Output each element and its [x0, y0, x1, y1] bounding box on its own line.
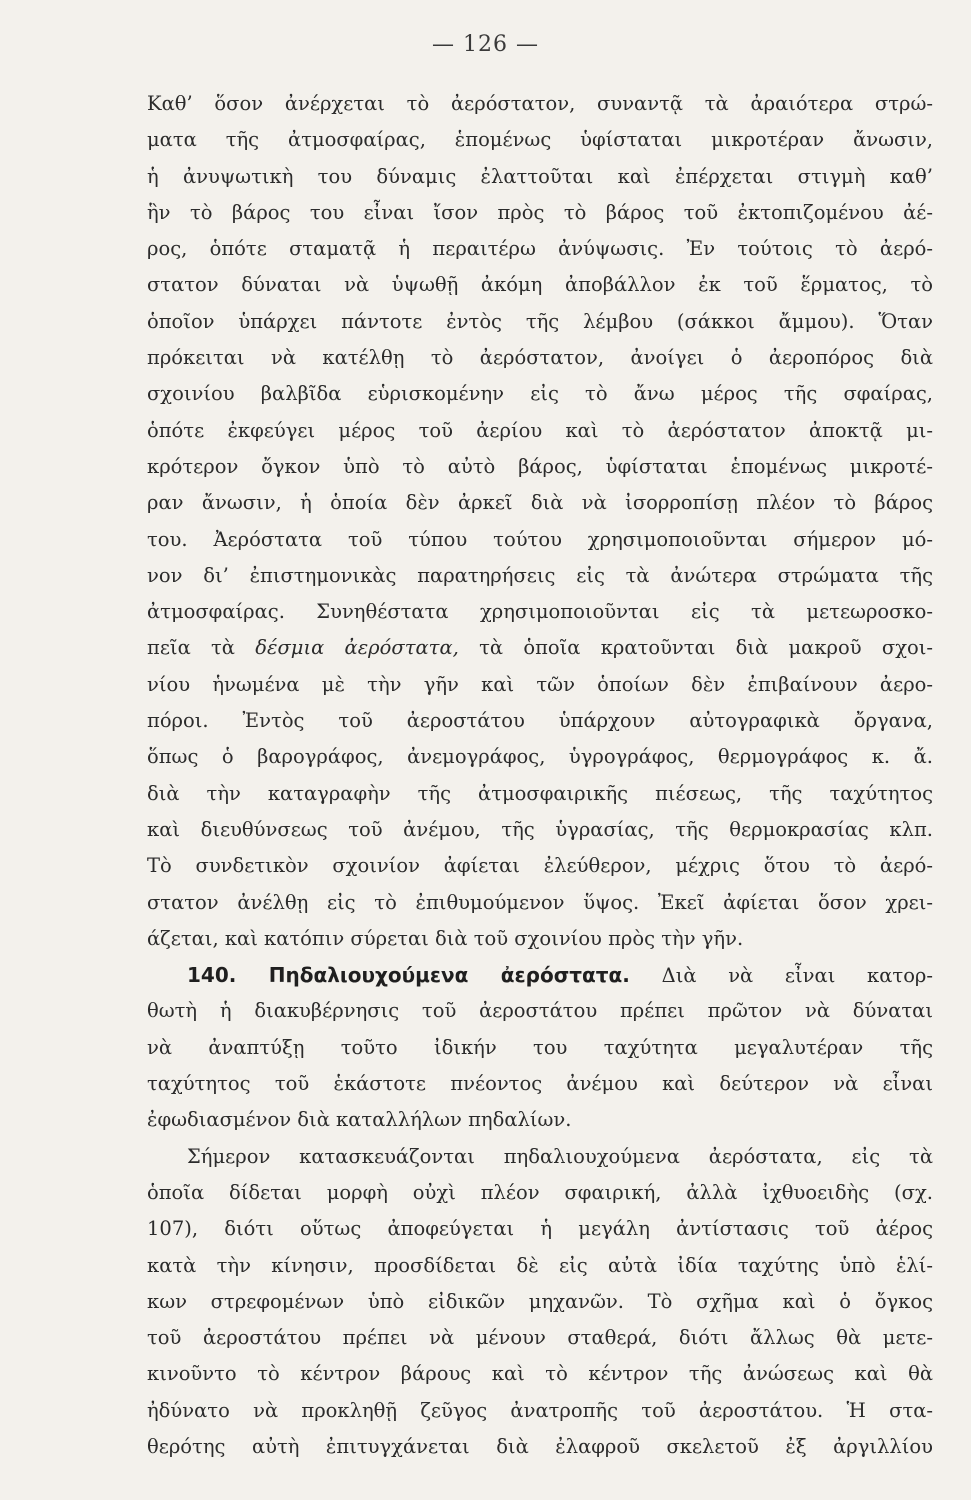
- text-line: ραν ἄνωσιν, ἡ ὁποία δὲν ἀρκεῖ διὰ νὰ ἰσορροπίσῃ πλέον τὸ βάρος: [147, 491, 933, 515]
- text-line: ἡ ἀνυψωτικὴ του δύναμις ἐλαττοῦται καὶ ἐπέρχεται στιγμὴ καθ’: [147, 164, 933, 188]
- text-line: Καθ’ ὅσον ἀνέρχεται τὸ ἀερόστατον, συναντᾷ τὰ ἀραιότερα στρώ-: [147, 92, 933, 115]
- text-line: στατον ἀνέλθῃ εἰς τὸ ἐπιθυμούμενον ὕψος. Ἐκεῖ ἀφίεται ὅσον χρει-: [147, 890, 933, 914]
- text-line: νὰ ἀναπτύξῃ τοῦτο ἰδικήν του ταχύτητα μεγαλυτέραν τῆς: [147, 1035, 933, 1059]
- text-fragment: Διὰ νὰ εἶναι κατορ-: [629, 964, 933, 988]
- text-line: τοῦ ἀεροστάτου πρέπει νὰ μένουν σταθερά, διότι ἄλλως θὰ μετε-: [147, 1326, 933, 1350]
- text-line: κρότερον ὄγκον ὑπὸ τὸ αὐτὸ βάρος, ὑφίσταται ἑπομένως μικροτέ-: [147, 454, 933, 478]
- text-line: ἠδύνατο νὰ προκληθῇ ζεῦγος ἀνατροπῆς τοῦ ἀεροστάτου. Ἡ στα-: [147, 1398, 933, 1422]
- text-line: άζεται, καὶ κατόπιν σύρεται διὰ τοῦ σχοινίου πρὸς τὴν γῆν.: [147, 926, 744, 950]
- text-line: ἐφωδιασμένον διὰ καταλλήλων πηδαλίων.: [147, 1108, 572, 1132]
- text-line: κινοῦντο τὸ κέντρον βάρους καὶ τὸ κέντρον τῆς ἀνώσεως καὶ θὰ: [147, 1362, 933, 1386]
- text-fragment: πεῖα τὰ: [147, 636, 256, 660]
- text-line: ἣν τὸ βάρος του εἶναι ἴσον πρὸς τὸ βάρος τοῦ ἐκτοπιζομένου ἀέ-: [147, 200, 933, 224]
- text-line: του. Ἀερόστατα τοῦ τύπου τούτου χρησιμοποιοῦνται σήμερον μό-: [147, 527, 933, 551]
- text-line: Τὸ συνδετικὸν σχοινίον ἀφίεται ἐλεύθερον, μέχρις ὅτου τὸ ἀερό-: [147, 854, 933, 878]
- text-line: ὅπως ὁ βαρογράφος, ἀνεμογράφος, ὑγρογράφος, θερμογράφος κ. ἄ.: [147, 745, 933, 769]
- text-line: στατον δύναται νὰ ὑψωθῇ ἀκόμη ἀποβάλλον ἐκ τοῦ ἕρματος, τὸ: [147, 273, 933, 297]
- text-line: θερότης αὐτὴ ἐπιτυγχάνεται διὰ ἐλαφροῦ σκελετοῦ ἐξ ἀργιλλίου: [147, 1434, 933, 1458]
- text-line: ρος, ὁπότε σταματᾷ ἡ περαιτέρω ἀνύψωσις. Ἐν τούτοις τὸ ἀερό-: [147, 237, 933, 261]
- page-text: [147, 86, 933, 1465]
- text-line: νον δι’ ἐπιστημονικὰς παρατηρήσεις εἰς τὰ ἀνώτερα στρώματα τῆς: [147, 563, 933, 587]
- section-heading: 140. Πηδαλιουχούμενα ἀερόστατα.: [187, 963, 630, 988]
- emphasis-term: δέσμια ἀερόστατα,: [255, 636, 459, 660]
- text-line: ὁπότε ἐκφεύγει μέρος τοῦ ἀερίου καὶ τὸ ἀερόστατον ἀποκτᾷ μι-: [147, 418, 933, 442]
- text-line: ταχύτητος τοῦ ἑκάστοτε πνέοντος ἀνέμου καὶ δεύτερον νὰ εἶναι: [147, 1072, 933, 1096]
- text-line: πόροι. Ἐντὸς τοῦ ἀεροστάτου ὑπάρχουν αὐτογραφικὰ ὄργανα,: [147, 709, 933, 733]
- text-line: ματα τῆς ἀτμοσφαίρας, ἑπομένως ὑφίσταται μικροτέραν ἄνωσιν,: [147, 128, 933, 152]
- text-line: Σήμερον κατασκευάζονται πηδαλιουχούμενα ἀερόστατα, εἰς τὰ: [187, 1144, 933, 1168]
- text-line: ὁποῖα δίδεται μορφὴ οὐχὶ πλέον σφαιρική, ἀλλὰ ἰχθυοειδὴς (σχ.: [147, 1180, 933, 1204]
- text-line: διὰ τὴν καταγραφὴν τῆς ἀτμοσφαιρικῆς πιέσεως, τῆς ταχύτητος: [147, 781, 933, 805]
- text-line: καὶ διευθύνσεως τοῦ ἀνέμου, τῆς ὑγρασίας, τῆς θερμοκρασίας κλπ.: [147, 817, 933, 841]
- text-line: κων στρεφομένων ὑπὸ εἰδικῶν μηχανῶν. Τὸ σχῆμα καὶ ὁ ὄγκος: [147, 1289, 933, 1313]
- text-line: σχοινίου βαλβῖδα εὑρισκομένην εἰς τὸ ἄνω μέρος τῆς σφαίρας,: [147, 382, 933, 406]
- text-line: πρόκειται νὰ κατέλθῃ τὸ ἀερόστατον, ἀνοίγει ὁ ἀεροπόρος διὰ: [147, 346, 933, 370]
- page-number: — 126 —: [432, 32, 539, 57]
- text-fragment: τὰ ὁποῖα κρατοῦνται διὰ μακροῦ σχοι-: [458, 636, 933, 660]
- text-line: ἀτμοσφαίρας. Συνηθέστατα χρησιμοποιοῦνται εἰς τὰ μετεωροσκο-: [147, 600, 933, 624]
- text-line: 107), διότι οὕτως ἀποφεύγεται ἡ μεγάλη ἀντίστασις τοῦ ἀέρος: [147, 1217, 933, 1241]
- text-line: νίου ἡνωμένα μὲ τὴν γῆν καὶ τῶν ὁποίων δὲν ἐπιβαίνουν ἀερο-: [147, 672, 933, 696]
- section-first-line: [147, 957, 933, 993]
- text-line: κατὰ τὴν κίνησιν, προσδίδεται δὲ εἰς αὐτὰ ἰδία ταχύτης ὑπὸ ἑλί-: [147, 1253, 933, 1277]
- text-line: θωτὴ ἡ διακυβέρνησις τοῦ ἀεροστάτου πρέπει πρῶτον νὰ δύναται: [147, 999, 933, 1023]
- text-line: [147, 630, 933, 666]
- text-line: ὁποῖον ὑπάρχει πάντοτε ἐντὸς τῆς λέμβου (σάκκοι ἄμμου). Ὅταν: [147, 309, 933, 333]
